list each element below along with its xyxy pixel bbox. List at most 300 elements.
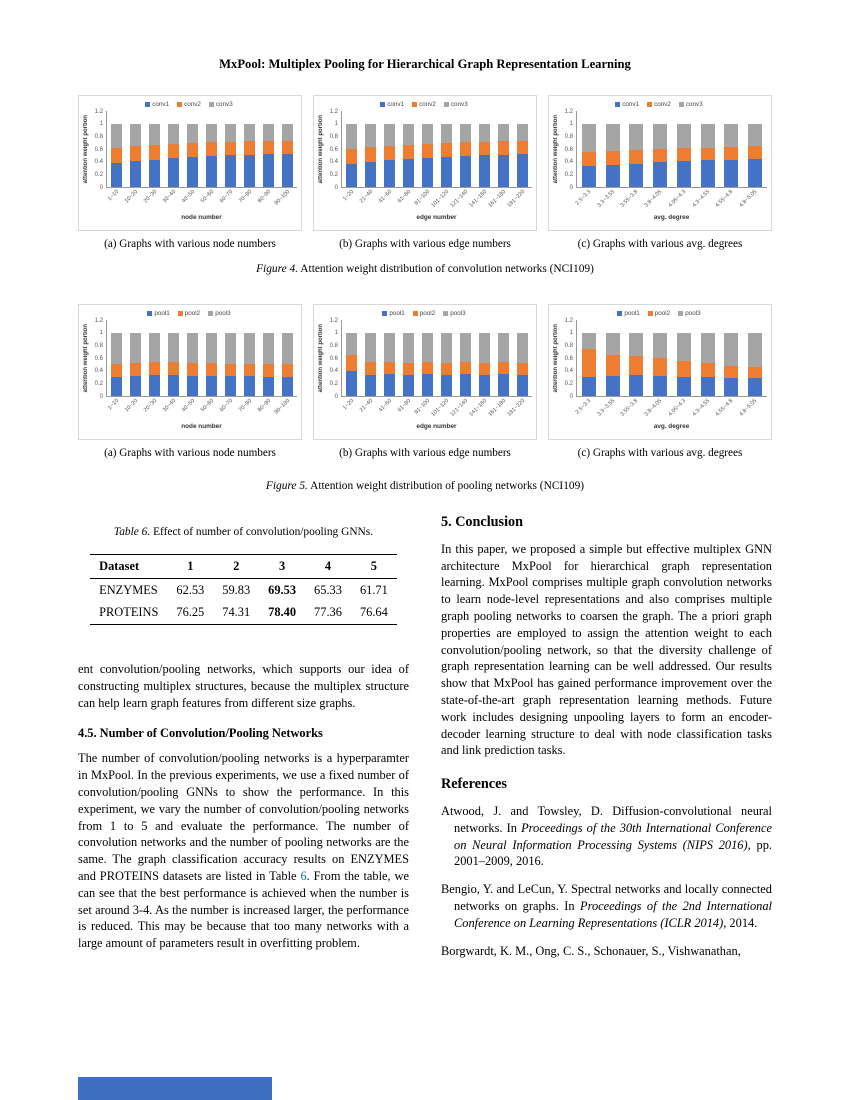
seg bbox=[384, 146, 395, 161]
seg bbox=[168, 333, 179, 363]
seg bbox=[479, 142, 490, 155]
xlabels bbox=[341, 188, 532, 213]
seg bbox=[263, 141, 274, 154]
xlabel-span: 2.5~3.3 bbox=[574, 398, 593, 416]
table6-caption-label: Table 6. bbox=[113, 526, 151, 538]
bar bbox=[479, 333, 490, 396]
lg-name: conv3 bbox=[215, 100, 233, 108]
seg bbox=[582, 349, 596, 378]
lg-swatch bbox=[444, 102, 449, 107]
seg bbox=[187, 143, 198, 157]
xaxis-title: edge number bbox=[416, 423, 457, 430]
ytick: 0.4 bbox=[94, 159, 103, 166]
legend bbox=[316, 308, 532, 318]
table6-header-dataset: Dataset bbox=[99, 558, 140, 573]
seg bbox=[111, 148, 122, 163]
ytick: 0.6 bbox=[329, 355, 338, 362]
seg bbox=[701, 160, 715, 187]
seg bbox=[384, 374, 395, 396]
seg bbox=[384, 124, 395, 146]
bar bbox=[365, 124, 376, 187]
plot-col bbox=[106, 320, 297, 430]
ytick: 0 bbox=[99, 184, 103, 191]
xlabel-span: 80~90 bbox=[256, 189, 272, 205]
paragraph-conclusion: In this paper, we proposed a simple but effective multiplex GNN architecture MxPool for hierarchical graph representation learning. MxPool comprises multiple graph convolution networks to learn node-level representations and also comprises multiple graph pooling networks to coarsen the graph. The a priori graph properties are employed to assign the attention weight to each convolution/pooling network, so that the diversity challenge of graph representation learning can be well addressed. Our results show that MxPool has gained performance improvement over the state-of-the-art graph representation learning methods. Future work includes designing unpooling layers to form an encoder-decoder learning structure to deal with node classification tasks and link prediction tasks. bbox=[441, 541, 772, 758]
seg bbox=[403, 363, 414, 375]
paragraph-experiment bbox=[78, 750, 409, 952]
seg bbox=[168, 362, 179, 375]
xaxis-title: node number bbox=[181, 423, 222, 430]
seg bbox=[206, 156, 217, 187]
seg bbox=[365, 362, 376, 375]
bar bbox=[701, 124, 715, 187]
xlabel-span: 10~20 bbox=[123, 398, 139, 414]
seg bbox=[244, 141, 255, 154]
seg bbox=[441, 157, 452, 187]
xlabel-span: 161~180 bbox=[486, 398, 507, 418]
lg-item bbox=[647, 101, 671, 108]
ytick: 1.2 bbox=[329, 317, 338, 324]
slot bbox=[202, 111, 221, 187]
ytick: 0.8 bbox=[94, 342, 103, 349]
figure4-chart-c bbox=[548, 95, 772, 231]
seg bbox=[517, 124, 528, 141]
seg bbox=[422, 158, 433, 187]
seg bbox=[187, 124, 198, 144]
xlabel-span: 141~160 bbox=[467, 189, 488, 209]
ytick: 0.2 bbox=[329, 171, 338, 178]
seg bbox=[460, 374, 471, 396]
slot bbox=[240, 111, 259, 187]
seg bbox=[677, 124, 691, 148]
seg bbox=[498, 141, 509, 154]
seg bbox=[701, 363, 715, 377]
xlabel-span: 81~100 bbox=[413, 398, 431, 416]
lg-item bbox=[382, 310, 404, 317]
bar bbox=[187, 124, 198, 187]
bar bbox=[606, 333, 620, 396]
figure4-subcaption-c: (c) Graphs with various avg. degrees bbox=[577, 238, 743, 250]
figure4-chart-b bbox=[313, 95, 537, 231]
chart-body bbox=[81, 317, 297, 430]
xlabel-span: 70~80 bbox=[237, 398, 253, 414]
seg bbox=[403, 159, 414, 187]
bar bbox=[225, 124, 236, 187]
lg-swatch bbox=[617, 311, 622, 316]
table-row-enzymes bbox=[90, 578, 397, 601]
xlabel-span: 3.8~4.05 bbox=[643, 189, 664, 209]
seg bbox=[365, 124, 376, 147]
seg bbox=[677, 333, 691, 362]
seg bbox=[244, 155, 255, 187]
bar bbox=[282, 124, 293, 187]
bar bbox=[748, 333, 762, 396]
seg bbox=[130, 333, 141, 363]
table-row-proteins bbox=[90, 601, 397, 624]
chart-body bbox=[316, 317, 532, 430]
bar bbox=[498, 124, 509, 187]
figure5-chart-c-block bbox=[548, 304, 772, 459]
xlabel-span: 101~120 bbox=[429, 189, 450, 209]
slot bbox=[743, 111, 767, 187]
lg-item bbox=[412, 101, 436, 108]
lg-name: pool3 bbox=[450, 309, 466, 317]
xlabel-span: 181~220 bbox=[505, 189, 526, 209]
seg bbox=[130, 161, 141, 187]
table6-ref-link[interactable]: 6 bbox=[300, 868, 307, 883]
lg-name: conv2 bbox=[419, 100, 436, 108]
seg bbox=[263, 124, 274, 141]
slot bbox=[513, 111, 532, 187]
reference-2-venue: Proceedings of the 2nd International Conference on Learning Representations (ICLR 2014) bbox=[454, 898, 772, 930]
seg bbox=[149, 375, 160, 396]
slot bbox=[278, 111, 297, 187]
slot bbox=[475, 111, 494, 187]
bar bbox=[582, 124, 596, 187]
slot bbox=[183, 320, 202, 396]
seg bbox=[629, 164, 643, 187]
seg bbox=[206, 124, 217, 142]
lg-swatch bbox=[443, 311, 448, 316]
plot-col bbox=[341, 320, 532, 430]
figure5-chart-c bbox=[548, 304, 772, 440]
seg bbox=[365, 162, 376, 187]
seg bbox=[479, 333, 490, 363]
xlabel-span: 21~40 bbox=[358, 189, 374, 205]
slot bbox=[259, 320, 278, 396]
lg-item bbox=[208, 310, 230, 317]
ylab-text: attention weight portion bbox=[553, 323, 559, 393]
slot bbox=[126, 111, 145, 187]
table-cell: 62.53 bbox=[176, 582, 205, 597]
plot bbox=[341, 111, 532, 188]
figure4-caption-text: Attention weight distribution of convolution networks (NCI109) bbox=[300, 263, 594, 275]
lg-name: conv2 bbox=[184, 100, 201, 108]
ytick: 0.8 bbox=[329, 133, 338, 140]
xlabel-span: 90~100 bbox=[273, 398, 291, 416]
slot bbox=[672, 320, 696, 396]
seg bbox=[498, 374, 509, 396]
seg bbox=[384, 160, 395, 187]
bar bbox=[517, 124, 528, 187]
ytick: 0 bbox=[334, 393, 338, 400]
xlabel-span: 41~60 bbox=[377, 189, 393, 205]
bar bbox=[282, 333, 293, 396]
slot bbox=[164, 320, 183, 396]
chart-body bbox=[316, 108, 532, 221]
seg bbox=[653, 162, 667, 187]
seg bbox=[365, 147, 376, 162]
seg bbox=[206, 363, 217, 376]
seg bbox=[282, 333, 293, 365]
table6-header-5: 5 bbox=[370, 558, 377, 573]
ytick: 0.8 bbox=[564, 342, 573, 349]
plot-col bbox=[106, 111, 297, 221]
xlabel-span: 4.8~5.05 bbox=[738, 189, 759, 209]
seg bbox=[422, 333, 433, 362]
slot bbox=[164, 111, 183, 187]
table-cell: PROTEINS bbox=[99, 605, 159, 620]
slot bbox=[577, 111, 601, 187]
xlabel-span: 30~40 bbox=[161, 398, 177, 414]
ytick: 1.2 bbox=[329, 108, 338, 115]
seg bbox=[606, 151, 620, 165]
plot bbox=[576, 111, 767, 188]
table6 bbox=[90, 554, 397, 625]
seg bbox=[225, 155, 236, 187]
table-cell: 74.31 bbox=[222, 605, 251, 620]
figure5-row bbox=[78, 304, 772, 459]
xlabel-span: 121~140 bbox=[448, 189, 469, 209]
figure5-subcaption-a: (a) Graphs with various node numbers bbox=[104, 447, 276, 459]
seg bbox=[677, 161, 691, 187]
slot bbox=[342, 111, 361, 187]
section-heading-references: References bbox=[441, 776, 507, 793]
seg bbox=[403, 333, 414, 363]
plot-col bbox=[576, 111, 767, 221]
ylab-text: attention weight portion bbox=[318, 323, 324, 393]
xaxis-title: avg. degree bbox=[653, 423, 690, 430]
seg bbox=[701, 377, 715, 396]
reference-2-pages: , 2014. bbox=[723, 915, 758, 930]
seg bbox=[346, 124, 357, 149]
yaxis bbox=[561, 108, 576, 191]
ylab bbox=[81, 320, 91, 396]
seg bbox=[724, 366, 738, 379]
lg-item bbox=[145, 101, 169, 108]
seg bbox=[748, 146, 762, 159]
seg bbox=[346, 355, 357, 371]
lg-name: pool2 bbox=[419, 309, 436, 317]
lg-name: pool2 bbox=[184, 309, 201, 317]
xlabel-span: 141~160 bbox=[467, 398, 488, 418]
slot bbox=[456, 111, 475, 187]
lg-swatch bbox=[177, 102, 182, 107]
slot bbox=[399, 111, 418, 187]
lg-name: pool1 bbox=[154, 309, 170, 317]
paragraph-experiment-post: . From the table, we can see that the best performance is achieved when the number is set around 3-4. As the number is increased larger, the performance is reduced. This may be because that too many networks with a large amount of parameters result in overfitting problem. bbox=[78, 868, 409, 951]
slot bbox=[202, 320, 221, 396]
ylab-text: attention weight portion bbox=[318, 114, 324, 184]
seg bbox=[149, 145, 160, 160]
table6-header-row bbox=[90, 554, 397, 578]
ytick: 1 bbox=[99, 330, 103, 337]
bar bbox=[441, 124, 452, 187]
seg bbox=[130, 146, 141, 161]
ylab bbox=[316, 320, 326, 396]
xlabel-span: 4.3~4.55 bbox=[691, 189, 711, 209]
ylab bbox=[551, 111, 561, 187]
legend bbox=[81, 99, 297, 109]
seg bbox=[403, 124, 414, 145]
ytick: 1.2 bbox=[564, 108, 573, 115]
ytick: 1.2 bbox=[564, 317, 573, 324]
seg bbox=[629, 150, 643, 163]
slot bbox=[259, 111, 278, 187]
bar bbox=[111, 333, 122, 396]
xlabel-span: 1~10 bbox=[106, 398, 120, 412]
slot bbox=[625, 320, 649, 396]
bar bbox=[206, 333, 217, 396]
xlabel-span: 70~80 bbox=[237, 189, 253, 205]
xlabel-span: 61~80 bbox=[396, 189, 412, 205]
xlabel-span: 1~10 bbox=[106, 189, 120, 203]
bar bbox=[384, 124, 395, 187]
lg-swatch bbox=[209, 102, 214, 107]
bar bbox=[724, 124, 738, 187]
seg bbox=[441, 363, 452, 375]
xlabel-span: 101~120 bbox=[429, 398, 450, 418]
seg bbox=[206, 142, 217, 156]
ytick: 0.6 bbox=[94, 355, 103, 362]
legend bbox=[81, 308, 297, 318]
lg-item bbox=[443, 310, 465, 317]
seg bbox=[168, 124, 179, 144]
slot bbox=[494, 111, 513, 187]
bar bbox=[629, 124, 643, 187]
bar bbox=[460, 333, 471, 396]
lg-swatch bbox=[178, 311, 183, 316]
table6-header-4: 4 bbox=[324, 558, 332, 573]
ytick: 0.4 bbox=[94, 368, 103, 375]
figure4-chart-a bbox=[78, 95, 302, 231]
xlabel-span: 61~80 bbox=[396, 398, 412, 414]
slot bbox=[418, 111, 437, 187]
lg-swatch bbox=[648, 311, 653, 316]
plot-col bbox=[576, 320, 767, 430]
xlabel-span: 3.3~3.55 bbox=[596, 189, 616, 209]
xlabel-span: 1~20 bbox=[341, 398, 355, 412]
seg bbox=[479, 124, 490, 142]
ytick: 0.6 bbox=[94, 146, 103, 153]
ylab bbox=[316, 111, 326, 187]
slot bbox=[672, 111, 696, 187]
xlabel-span: 4.55~4.8 bbox=[714, 189, 735, 209]
reference-1-pages: , pp. 2001–2009, 2016. bbox=[454, 837, 772, 869]
lg-item bbox=[648, 310, 670, 317]
seg bbox=[225, 376, 236, 396]
seg bbox=[724, 124, 738, 147]
slot bbox=[342, 320, 361, 396]
slot bbox=[240, 320, 259, 396]
ylab-text: attention weight portion bbox=[83, 323, 89, 393]
slot bbox=[456, 320, 475, 396]
seg bbox=[606, 124, 620, 151]
bar bbox=[460, 124, 471, 187]
xlabels bbox=[106, 188, 297, 213]
lg-name: pool3 bbox=[685, 309, 701, 317]
xlabel-span: 3.3~3.55 bbox=[596, 398, 616, 418]
xlabel-span: 80~90 bbox=[256, 398, 272, 414]
slot bbox=[648, 320, 672, 396]
bar bbox=[677, 333, 691, 396]
ytick: 0 bbox=[334, 184, 338, 191]
seg bbox=[149, 333, 160, 363]
seg bbox=[582, 377, 596, 396]
lg-swatch bbox=[412, 102, 417, 107]
xlabel-span: 50~60 bbox=[199, 189, 215, 205]
seg bbox=[422, 362, 433, 375]
ytick: 1.2 bbox=[94, 108, 103, 115]
table-cell: ENZYMES bbox=[99, 582, 158, 597]
slot bbox=[278, 320, 297, 396]
seg bbox=[498, 333, 509, 362]
xlabel-span: 40~50 bbox=[180, 398, 196, 414]
seg bbox=[422, 374, 433, 396]
xlabel-span: 181~220 bbox=[505, 398, 526, 418]
xlabel-span: 50~60 bbox=[199, 398, 215, 414]
bar bbox=[724, 333, 738, 396]
slot bbox=[126, 320, 145, 396]
seg bbox=[149, 160, 160, 187]
paragraph-continuation: ent convolution/pooling networks, which supports our idea of constructing multiplex structures, because the multiplex structure can help learn graph features from different size graphs. bbox=[78, 662, 409, 710]
lg-item bbox=[615, 101, 639, 108]
ytick: 0.4 bbox=[564, 368, 573, 375]
seg bbox=[460, 362, 471, 375]
figure5-caption-text: Attention weight distribution of pooling networks (NCI109) bbox=[310, 480, 585, 492]
bar bbox=[130, 124, 141, 187]
figure5-caption bbox=[0, 480, 850, 492]
section-heading-4-5: 4.5. Number of Convolution/Pooling Networks bbox=[78, 725, 323, 740]
xlabel-span: 3.55~3.8 bbox=[619, 189, 640, 209]
bar bbox=[206, 124, 217, 187]
plot bbox=[341, 320, 532, 397]
bar bbox=[582, 333, 596, 396]
seg bbox=[149, 362, 160, 375]
seg bbox=[244, 364, 255, 377]
ytick: 0.2 bbox=[564, 380, 573, 387]
seg bbox=[365, 333, 376, 363]
legend bbox=[316, 99, 532, 109]
seg bbox=[282, 377, 293, 396]
lg-name: conv1 bbox=[387, 100, 405, 108]
seg bbox=[441, 124, 452, 143]
seg bbox=[244, 333, 255, 364]
xlabel-span: 10~20 bbox=[123, 189, 139, 205]
slot bbox=[183, 111, 202, 187]
slot bbox=[437, 320, 456, 396]
seg bbox=[111, 163, 122, 187]
bar bbox=[263, 124, 274, 187]
seg bbox=[403, 375, 414, 396]
bar bbox=[149, 124, 160, 187]
slot bbox=[221, 111, 240, 187]
seg bbox=[748, 333, 762, 367]
yaxis bbox=[91, 108, 106, 191]
bar bbox=[677, 124, 691, 187]
yaxis bbox=[91, 317, 106, 400]
xlabel-span: 3.8~4.05 bbox=[643, 398, 664, 418]
lg-item bbox=[177, 101, 201, 108]
ytick: 0 bbox=[569, 393, 573, 400]
bar bbox=[606, 124, 620, 187]
lg-swatch bbox=[678, 311, 683, 316]
bar bbox=[653, 124, 667, 187]
xlabel-span: 3.55~3.8 bbox=[619, 398, 640, 418]
figure5-chart-a bbox=[78, 304, 302, 440]
legend bbox=[551, 99, 767, 109]
xlabels bbox=[576, 397, 767, 422]
bar bbox=[384, 333, 395, 396]
reference-1-authors: Atwood, J. and Towsley, D. Diffusion-convolutional neural networks. In bbox=[441, 803, 772, 835]
reference-item-1 bbox=[441, 803, 772, 870]
chart-body bbox=[551, 108, 767, 221]
seg bbox=[748, 378, 762, 396]
bar bbox=[498, 333, 509, 396]
xlabel-span: 30~40 bbox=[161, 189, 177, 205]
xlabel-span: 4.05~4.3 bbox=[667, 189, 688, 209]
xlabel-span: 1~20 bbox=[341, 189, 355, 203]
